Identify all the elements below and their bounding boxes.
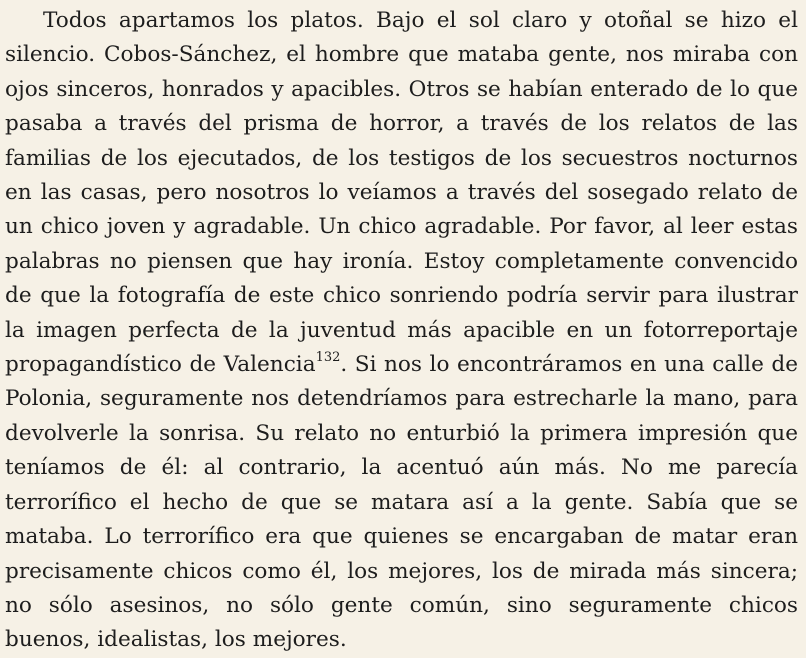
footnote-ref[interactable]: 132	[315, 349, 341, 365]
paragraph-text-5: mejores.	[245, 627, 347, 653]
paragraph-text-1: Todos apartamos los platos. Bajo el sol claro y otoñal se hizo el silencio. Cobos-Sánchez, el hombre que mataba gente, nos miraba con ojos sinceros, honrados y apacibles. Otros se habían enterado de lo que pasaba a través del prisma de horror, a través de los relatos de las familias de los ejecutados, de los testigos de los secuestros nocturnos en las casas, pero nosotros	[5, 8, 798, 206]
highlight-2[interactable]: Lo terrorífico era que quienes se encargaban de matar eran precisamente chicos como él, los mejores	[5, 524, 799, 584]
paragraph-text-3: . Si nos lo encontráramos en una calle de Polonia, seguramente nos detendríamos para estrecharle la mano, para devolverle la sonrisa. Su relato no enturbió la primera impresión que teníamos de él: al contrario, la acentuó aún más. No me parecía terrorífico el hecho de que se matara así a la gente. Sabía que se mataba.	[5, 352, 798, 550]
body-paragraph	[5, 4, 798, 658]
highlight-1[interactable]: lo veíamos a través del sosegado relato de un chico joven y agradable	[5, 180, 799, 240]
highlight-3[interactable]: chicos buenos, idealistas, los	[5, 592, 798, 653]
paragraph-text-2: . Un chico agradable. Por favor, al leer estas palabras no piensen que hay ironía. Estoy completamente convencido de que la fotografía de este chico sonriendo podría servir para ilustrar la imagen perfecta de la juventud más apacible en un fotorreportaje propagandístico de Valencia	[5, 214, 798, 378]
paragraph-text-4: , los de mirada más sincera; no sólo asesinos, no sólo gente común, sino seguramente	[5, 558, 798, 618]
